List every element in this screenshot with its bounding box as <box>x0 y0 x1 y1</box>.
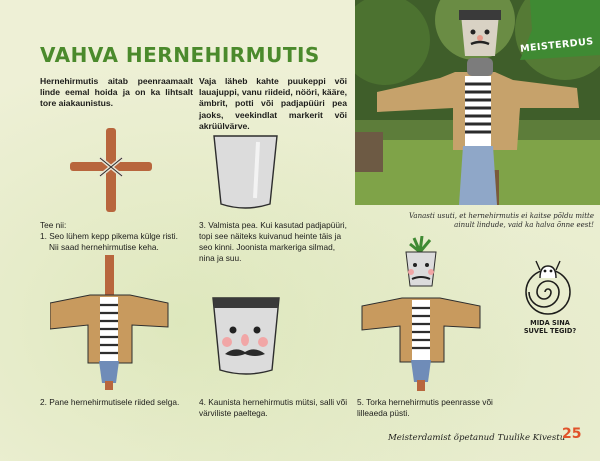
step-5-number: 5. <box>357 397 364 407</box>
mida-sina-question: MIDA SINA SUVEL TEGID? <box>523 319 577 335</box>
step-3-number: 3. <box>199 220 206 230</box>
steps-heading: Tee nii: <box>40 220 67 230</box>
step-4 <box>199 397 349 419</box>
step-3 <box>199 220 347 264</box>
photo-caption: Vanasti usuti, et hernehirmutis ei kaitse põldu mitte ainult lindude, vaid ka halva õnne eest! <box>408 212 594 230</box>
footer-credit: Meisterdamist õpetanud Tuulike Kivestu <box>388 433 566 443</box>
step-1 <box>40 220 190 253</box>
step-4-number: 4. <box>199 397 206 407</box>
intro-paragraph-2: Vaja läheb kahte puukeppi või lauajuppi, vanu riideid, nööri, kääre, ämbrit, potti või padjapüüri pea jaoks, veekindlat markerit või akrüülvärve. <box>199 76 347 131</box>
bucket-head-illustration <box>208 132 283 214</box>
snail-question-icon <box>518 258 578 318</box>
page-title: VAHVA HERNEHIRMUTIS <box>40 43 320 67</box>
step-1-text-line2: Nii saad hernehirmutise keha. <box>49 242 159 252</box>
badge-label: MEISTERDUS <box>519 36 595 55</box>
intro-paragraph-1: Hernehirmutis aitab peenraamaalt linde eemal hoida ja on ka lihtsalt tore aiakaunistus. <box>40 76 193 109</box>
decorated-head-illustration <box>205 292 287 380</box>
finished-scarecrow-illustration <box>360 236 482 391</box>
step-3-text: Valmista pea. Kui kasutad padjapüüri, topi see näiteks kuivanud heinte täis ja seo kinni. Joonista markeriga silmad, nina ja suu. <box>199 220 347 263</box>
page-number: 25 <box>562 426 582 442</box>
step-4-text: Kaunista hernehirmutis mütsi, salli või värviliste paeltega. <box>199 397 348 418</box>
step-5-text: Torka hernehirmutis peenrasse või lilleaeda püsti. <box>357 397 493 418</box>
step-2-text: Pane hernehirmutisele riided selga. <box>49 397 180 407</box>
step-2 <box>40 397 200 408</box>
step-5 <box>357 397 517 419</box>
step-1-text: 1. Seo lühem kepp pikema külge risti. <box>40 231 178 241</box>
cross-sticks-illustration <box>70 128 152 212</box>
step-2-number: 2. <box>40 397 47 407</box>
dressed-scarecrow-illustration <box>50 255 170 390</box>
